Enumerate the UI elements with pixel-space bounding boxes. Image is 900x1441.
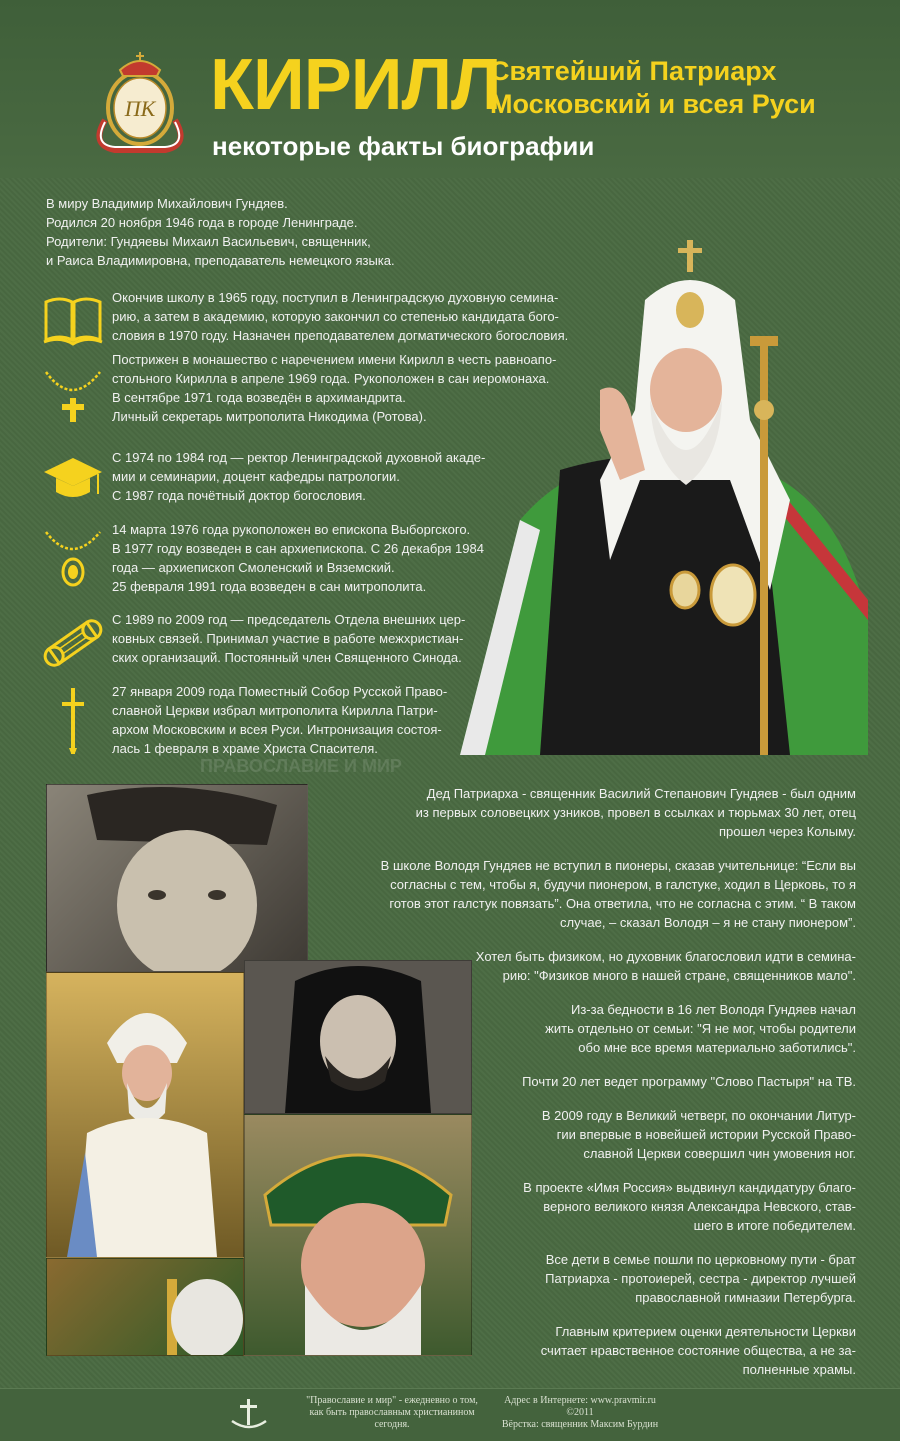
- photo-patriarch-green: [46, 1258, 244, 1356]
- book-icon: [42, 290, 104, 352]
- paragraph-line: полненные храмы.: [742, 1362, 856, 1377]
- intro-line: Родился 20 ноября 1946 года в городе Ленинграде.: [46, 215, 358, 230]
- paragraph-line: случае, – сказал Володя – я не стану пионером”.: [560, 915, 856, 930]
- paragraph-line: из первых соловецких узников, провел в ссылках и тюрьмах 30 лет, отец: [415, 805, 856, 820]
- paragraph-line: жить отдельно от семьи: "Я не мог, чтобы родители: [545, 1021, 856, 1036]
- fact-line: Окончив школу в 1965 году, поступил в Ленинградскую духовную семина-: [112, 290, 559, 305]
- fact-line: С 1989 по 2009 год — председатель Отдела внешних цер-: [112, 612, 466, 627]
- fact-line: В 1977 году возведен в сан архиепископа. С 26 декабря 1984: [112, 541, 484, 556]
- paragraph-line: славной Церкви совершил чин умовения ног.: [583, 1146, 856, 1161]
- staff-icon: [42, 684, 104, 754]
- fact-paragraph: [370, 784, 856, 841]
- intro-line: В миру Владимир Михайлович Гундяев.: [46, 196, 288, 211]
- paragraph-line: Хотел быть физиком, но духовник благословил идти в семина-: [475, 949, 856, 964]
- right-text-column: [370, 784, 856, 1394]
- fact-line: года — архиепископ Смоленский и Вяземский.: [112, 560, 395, 575]
- cross-necklace-icon: [42, 364, 104, 426]
- paragraph-line: Почти 20 лет ведет программу "Слово Пастыря" на ТВ.: [522, 1074, 856, 1089]
- subtitle-line: Московский и всея Руси: [490, 89, 816, 119]
- paragraph-line: прошел через Колыму.: [718, 824, 856, 839]
- footer-line: Вёрстка: священник Максим Бурдин: [501, 1419, 659, 1430]
- fact-line: Пострижен в монашество с наречением имени Кирилл в честь равноапо-: [112, 352, 557, 367]
- footer-credits: [490, 1395, 670, 1431]
- paragraph-line: В 2009 году в Великий четверг, по окончании Литур-: [541, 1108, 856, 1123]
- pravmir-logo-icon: [228, 1397, 270, 1435]
- paragraph-line: В школе Володя Гундяев не вступил в пионеры, сказав учительнице: “Если вы: [380, 858, 856, 873]
- footer-line: "Православие и мир" - ежедневно о том,: [306, 1395, 478, 1406]
- footer-website-link[interactable]: Адрес в Интернете: www.pravmir.ru: [504, 1395, 656, 1406]
- fact-paragraph: [370, 856, 856, 932]
- fact-paragraph: [370, 1250, 856, 1307]
- facts-heading: некоторые факты биографии: [212, 131, 595, 161]
- intro-text: [46, 194, 466, 270]
- footer-slogan: [292, 1395, 492, 1431]
- fact-paragraph: [370, 1322, 856, 1379]
- fact-line: ских организаций. Постоянный член Священного Синода.: [112, 650, 462, 665]
- panagia-icon: [42, 526, 104, 588]
- fact-line: стольного Кирилла в апреле 1969 года. Рукоположен в сан иеромонаха.: [112, 371, 550, 386]
- page-subtitle: [490, 55, 870, 121]
- paragraph-line: Дед Патриарха - священник Василий Степанович Гундяев - был одним: [426, 786, 856, 801]
- fact-paragraph: [370, 1106, 856, 1163]
- fact-line: С 1974 по 1984 год — ректор Ленинградской духовной акаде-: [112, 450, 486, 465]
- fact-paragraph: [370, 947, 856, 985]
- fact-line: мии и семинарии, доцент кафедры патрологии.: [112, 469, 400, 484]
- paragraph-line: Из-за бедности в 16 лет Володя Гундяев начал: [570, 1002, 856, 1017]
- paragraph-line: шего в итоге победителем.: [693, 1218, 856, 1233]
- paragraph-line: Патриарха - протоиерей, сестра - директор лучшей: [545, 1271, 856, 1286]
- fact-line: ковных связей. Принимал участие в работе межхристиан-: [112, 631, 464, 646]
- paragraph-line: Все дети в семье пошли по церковному пути - брат: [545, 1252, 856, 1267]
- footer: [0, 1388, 900, 1441]
- paragraph-line: рию: "Физиков много в нашей стране, священников мало".: [502, 968, 856, 983]
- fact-paragraph: [370, 1000, 856, 1057]
- scroll-icon: [42, 612, 104, 674]
- fact-line: рию, а затем в академию, которую закончил со степенью кандидата бого-: [112, 309, 559, 324]
- fact-line: архом Московским и всея Руси. Интронизация состоя-: [112, 722, 442, 737]
- paragraph-line: обо мне все время материально заботились".: [578, 1040, 856, 1055]
- fact-item: [0, 350, 557, 440]
- paragraph-line: считает нравственное состояние общества, а не за-: [540, 1343, 856, 1358]
- intro-line: и Раиса Владимировна, преподаватель немецкого языка.: [46, 253, 395, 268]
- footer-line: ©2011: [566, 1407, 594, 1418]
- paragraph-line: гии впервые в новейшей истории Русской Право-: [556, 1127, 856, 1142]
- patriarch-emblem-icon: [85, 50, 195, 160]
- fact-line: 25 февраля 1991 года возведен в сан митрополита.: [112, 579, 427, 594]
- paragraph-line: В проекте «Имя Россия» выдвинул кандидатуру благо-: [523, 1180, 856, 1195]
- paragraph-line: готов этот галстук повязать”. Она ответила, что не согласна с этим. “ В таком: [389, 896, 856, 911]
- fact-paragraph: [370, 1072, 856, 1091]
- watermark: ПРАВОСЛАВИЕ И МИР: [200, 756, 402, 776]
- fact-line: словия в 1970 году. Назначен преподавателем догматического богословия.: [112, 328, 569, 343]
- fact-line: лась 1 февраля в храме Христа Спасителя.: [112, 741, 378, 756]
- fact-line: Личный секретарь митрополита Никодима (Ротова).: [112, 409, 427, 424]
- graduation-cap-icon: [42, 450, 104, 512]
- paragraph-line: православной гимназии Петербурга.: [635, 1290, 856, 1305]
- photo-childhood: [46, 784, 308, 972]
- fact-line: 14 марта 1976 года рукоположен во епископа Выборгского.: [112, 522, 471, 537]
- fact-item: [0, 520, 484, 610]
- paragraph-line: согласны с тем, чтобы я, будучи пионером, в галстуке, ходил в Церковь, то я: [390, 877, 856, 892]
- fact-paragraph: [370, 1178, 856, 1235]
- page-title: КИРИЛЛ: [210, 45, 501, 125]
- fact-line: С 1987 года почётный доктор богословия.: [112, 488, 366, 503]
- fact-line: 27 января 2009 года Поместный Собор Русской Право-: [112, 684, 448, 699]
- footer-line: сегодня.: [374, 1419, 410, 1430]
- fact-line: В сентябре 1971 года возведён в архимандрита.: [112, 390, 406, 405]
- emblem-monogram: ПК: [124, 96, 156, 121]
- patriarch-portrait: [460, 240, 868, 755]
- intro-line: Родители: Гундяевы Михаил Васильевич, священник,: [46, 234, 371, 249]
- photo-metropolitan: [46, 972, 244, 1258]
- subtitle-line: Святейший Патриарх: [490, 56, 777, 86]
- paragraph-line: Главным критерием оценки деятельности Церкви: [555, 1324, 856, 1339]
- footer-line: как быть православным христианином: [309, 1407, 475, 1418]
- fact-line: славной Церкви избрал митрополита Кирилла Патри-: [112, 703, 438, 718]
- paragraph-line: верного великого князя Александра Невского, став-: [543, 1199, 856, 1214]
